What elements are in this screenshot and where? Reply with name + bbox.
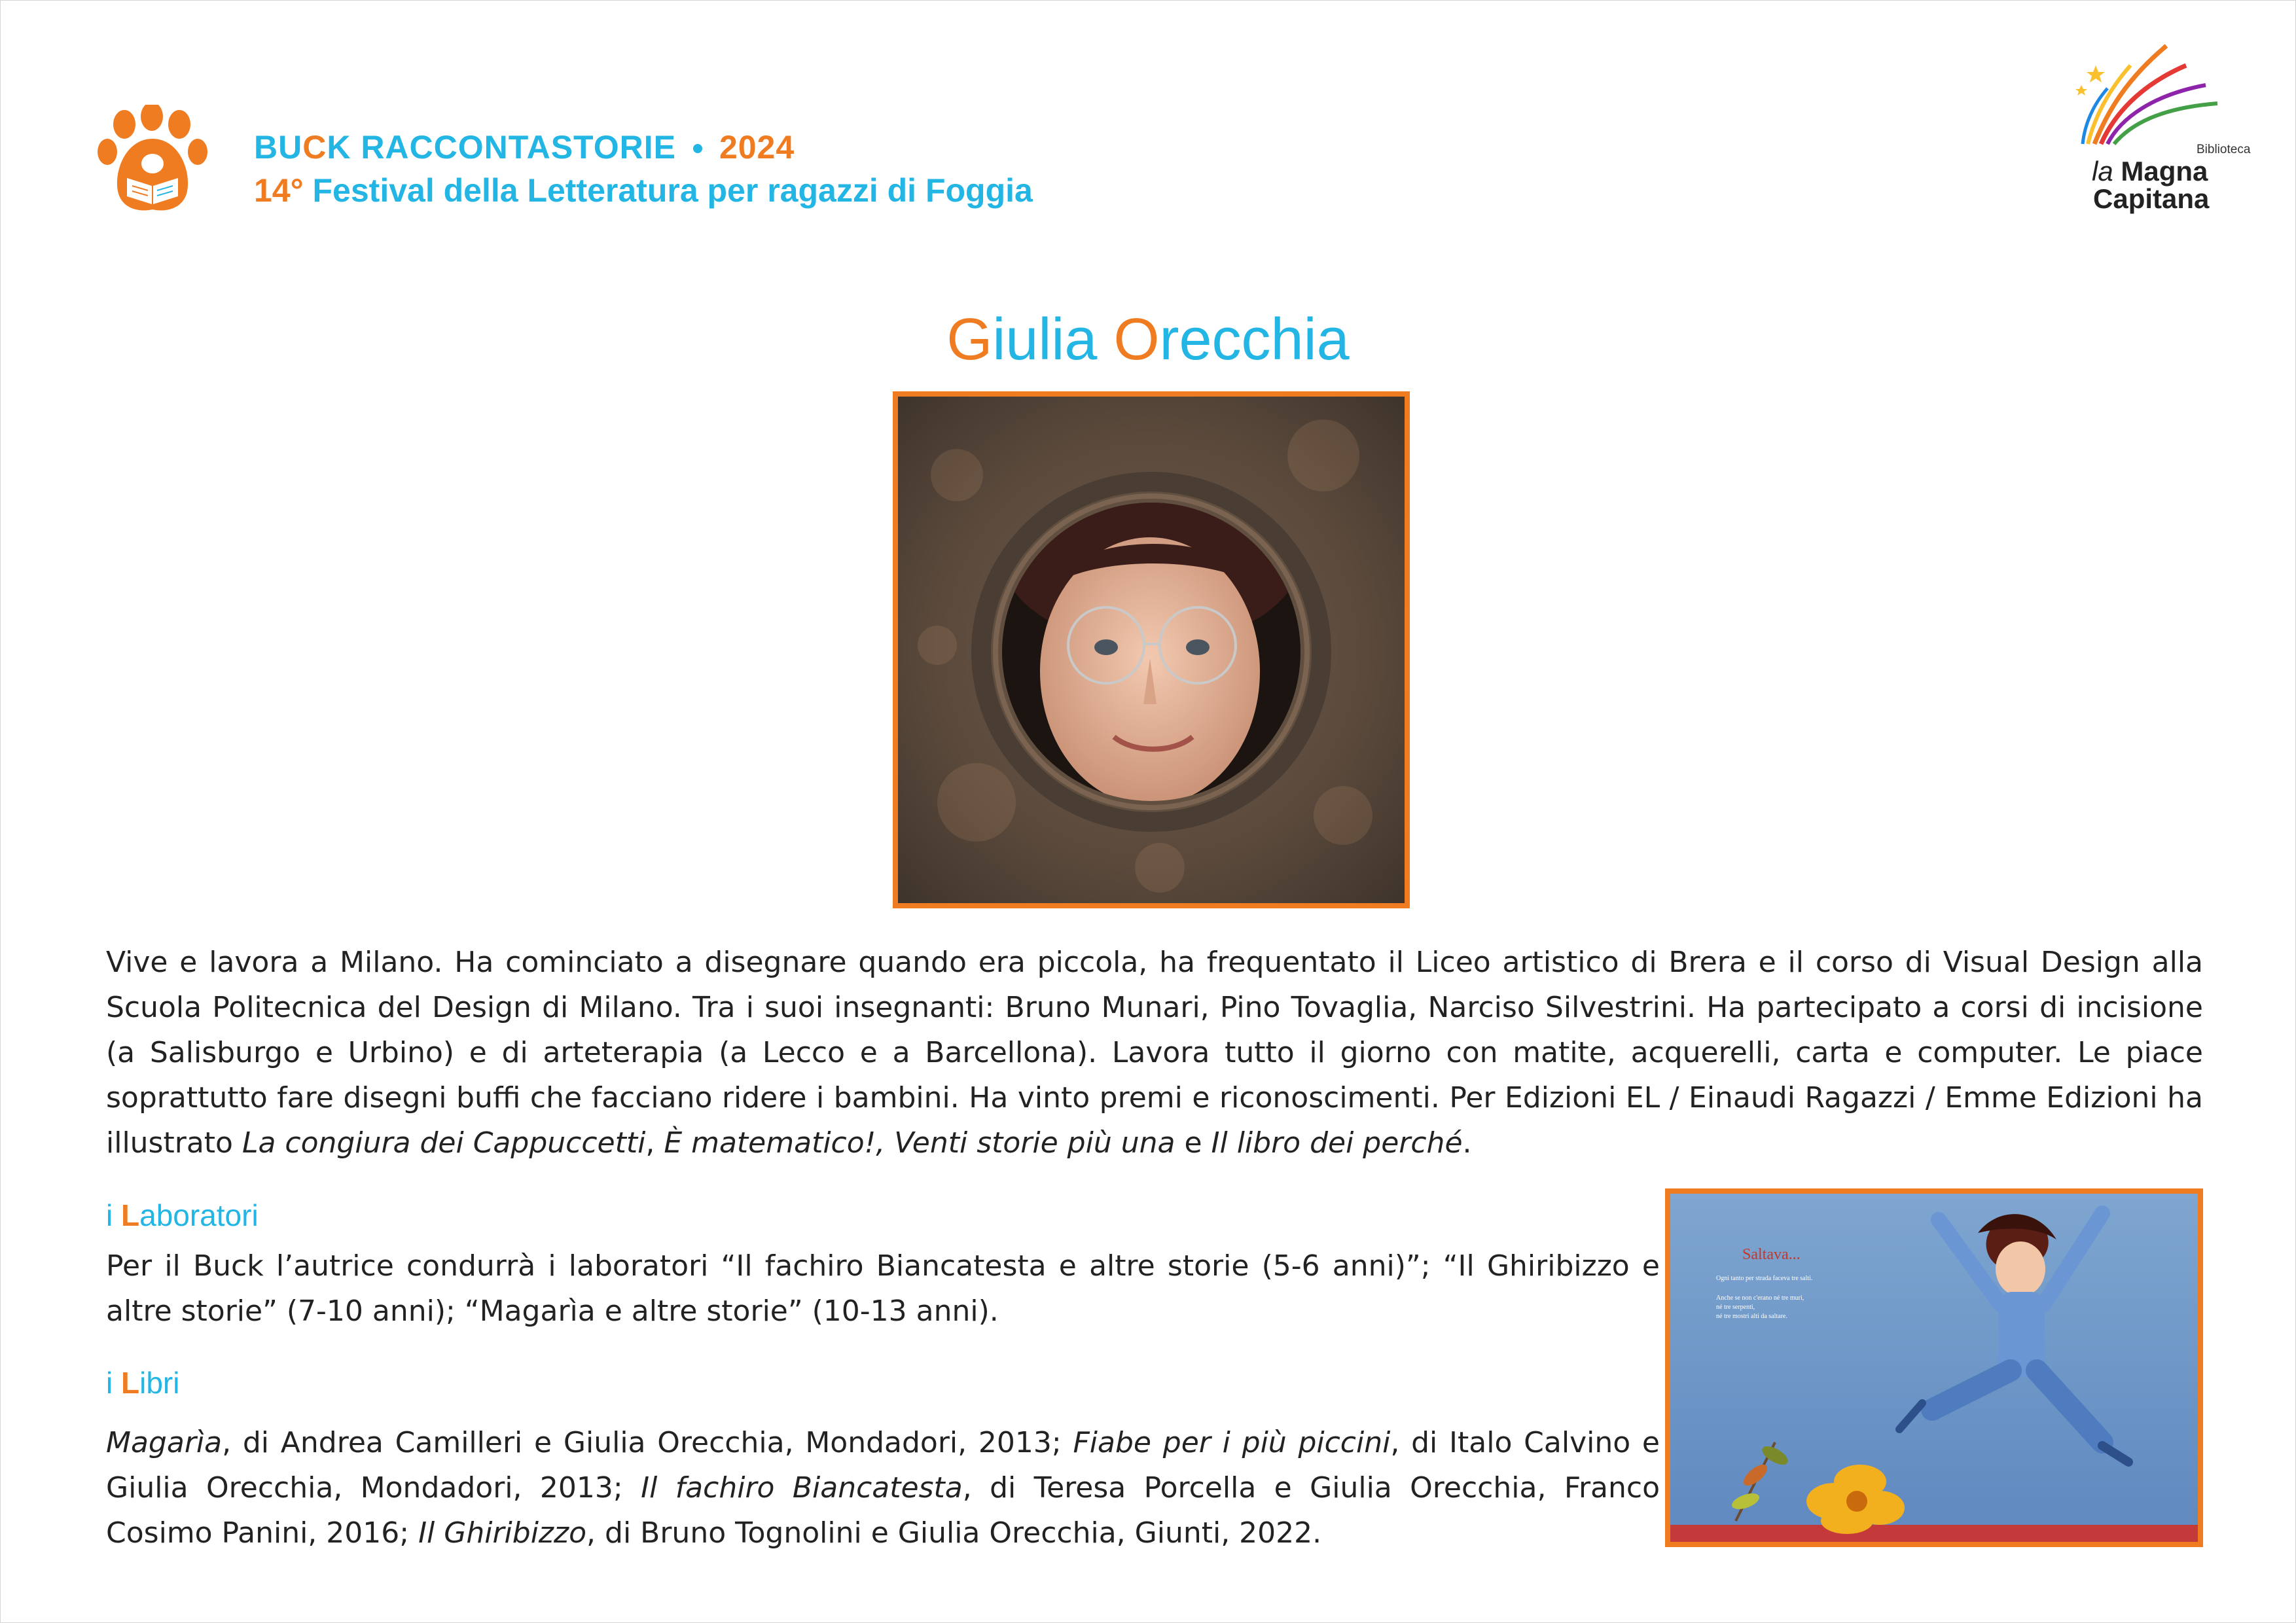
laboratori-text: Per il Buck l’autrice condurrà i laboratori “Il fachiro Biancatesta e altre storie (5-6 anni)”; “Il Ghiribizzo e altre storie” (7-10 anni); “Magarìa e altre storie” (10-13 anni). (106, 1249, 1660, 1328)
festival-year: 2024 (719, 129, 795, 166)
portrait-image-icon (898, 397, 1405, 903)
author-portrait (893, 391, 1410, 908)
book-illustration (1665, 1188, 2203, 1547)
libri-heading: i Libri (106, 1366, 180, 1400)
logo-name-line2: Capitana (2093, 183, 2210, 214)
svg-text:né tre serpenti,: né tre serpenti, (1716, 1304, 1755, 1311)
laboratori-heading: i Laboratori (106, 1198, 259, 1232)
illustration-image-icon (1670, 1194, 2198, 1542)
svg-text:Ogni tanto per strada faceva t: Ogni tanto per strada faceva tre salti. (1716, 1275, 1813, 1282)
festival-name-c: C (302, 129, 327, 166)
svg-text:né tre mostri alti da saltare.: né tre mostri alti da saltare. (1716, 1313, 1787, 1320)
svg-text:Anche se non c'erano né tre mu: Anche se non c'erano né tre muri, (1716, 1294, 1804, 1302)
festival-name-rest: K RACCONTASTORIE (327, 129, 676, 166)
libri-text: Magarìa, di Andrea Camilleri e Giulia Orecchia, Mondadori, 2013; Fiabe per i più piccini, di Italo Calvino e Giulia Orecchia, Mondadori, 2013; Il fachiro Biancatesta, di Teresa Porcella e Giulia Orecchia, Franco Cosimo Panini, 2016; Il Ghiribizzo, di Bruno Tognolini e Giulia Orecchia, Giunti, 2022. (106, 1426, 1660, 1550)
book-title: È matematico!, Venti storie più una (664, 1126, 1175, 1160)
book-title: Il libro dei perché (1211, 1126, 1463, 1160)
separator-dot (693, 144, 702, 153)
festival-name-bu: BU (254, 129, 303, 166)
book-title: La congiura dei Cappuccetti (242, 1126, 646, 1160)
logo-small-text: Biblioteca (2197, 143, 2251, 156)
author-bio: Vive e lavora a Milano. Ha cominciato a disegnare quando era piccola, ha frequentato il Liceo artistico di Brera e il corso di Visual Design alla Scuola Politecnica del Design di Milano. Tra i suoi insegnanti: Bruno Munari, Pino Tovaglia, Narciso Silvestrini. Ha partecipato a corsi di incisione (a Salisburgo e Urbino) e di arteterapia (a Lecco e a Barcellona). Lavora tutto il giorno con matite, acquerelli, carta e computer. Le piace soprattutto fare disegni buffi che facciano ridere i bambini. Ha vinto premi e riconoscimenti. Per Edizioni EL / Einaudi Ragazzi / Emme Edizioni ha illustrato La congiura dei Cappuccetti, È matematico!, Venti storie più una e Il libro dei perché. (106, 946, 2203, 1160)
author-name-title: Giulia Orecchia (946, 307, 1350, 372)
festival-name (254, 128, 795, 166)
logo-name-line1: la Magna (2092, 156, 2208, 187)
festival-subtitle: 14° Festival della Letteratura per ragazzi di Foggia (254, 172, 1033, 209)
paw-logo-icon (97, 105, 208, 216)
illustration-title: Saltava... (1742, 1246, 1801, 1263)
